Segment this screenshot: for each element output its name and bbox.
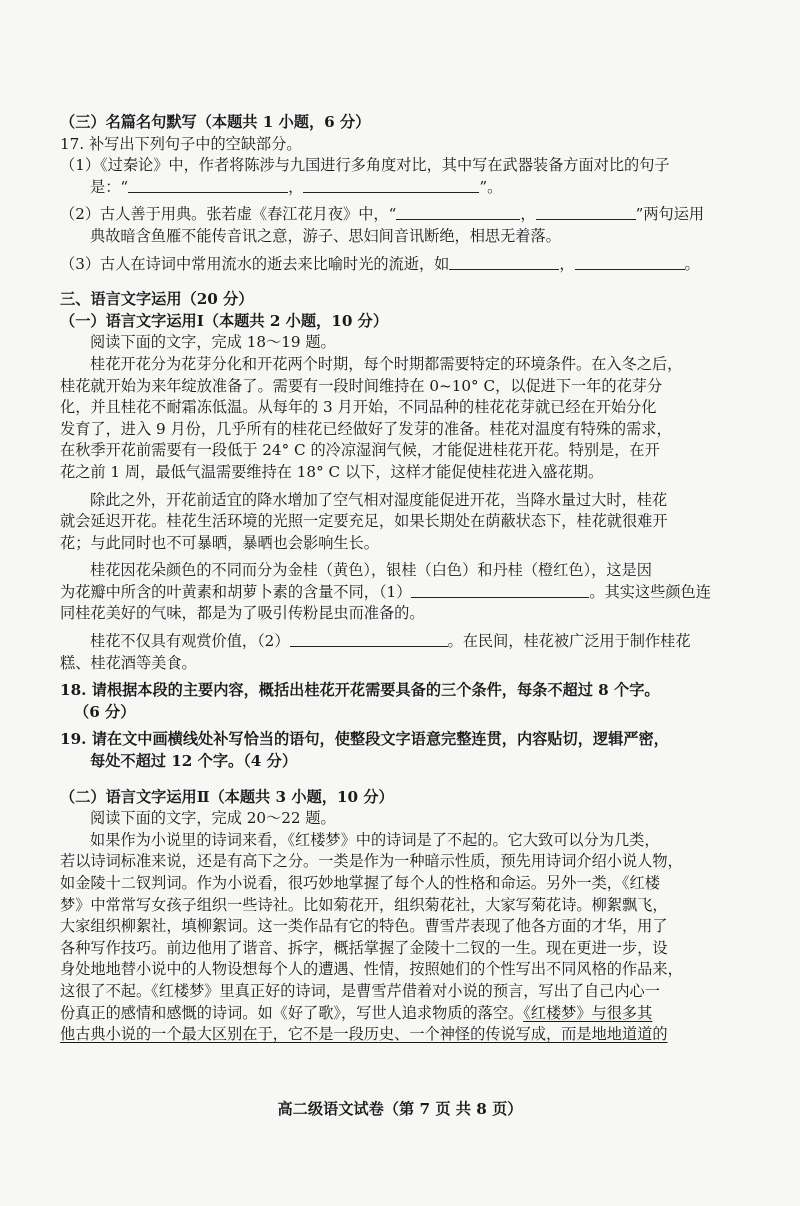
sub1-instruction: 阅读下面的文字，完成 18～19 题。 bbox=[90, 333, 336, 352]
passage5-line bbox=[60, 1003, 736, 1025]
answer-blank-8[interactable] bbox=[290, 632, 448, 647]
passage5-line: 梦》中常常写女孩子组织一些诗社。比如菊花开，组织菊花社，大家写菊花诗。柳絮飘飞， bbox=[60, 895, 668, 914]
answer-blank-3[interactable] bbox=[396, 205, 520, 220]
q17-2-comma: ， bbox=[520, 205, 536, 224]
passage1-line: 化，并且桂花不耐霜冻低温。从每年的 3 月开始，不同品种的桂花花芽就已经在开始分化 bbox=[60, 398, 657, 417]
sub1-heading: （一）语言文字运用Ⅰ（本题共 2 小题，10 分） bbox=[60, 311, 389, 330]
section3-heading: （三）名篇名句默写（本题共 1 小题，6 分） bbox=[60, 113, 371, 131]
q17-2-prefix: （2）古人善于用典。张若虚《春江花月夜》中，“ bbox=[60, 205, 397, 224]
passage5-line: 大家组织柳絮社，填柳絮词。这一类作品有它的特色。曹雪芹表现了他各方面的才华，用了 bbox=[60, 917, 668, 936]
page-footer: 高二级语文试卷（第 7 页 共 8 页） bbox=[277, 1100, 523, 1118]
passage1-line: 发育了，进入 9 月份，几乎所有的桂花已经做好了发芽的准备。桂花对温度有特殊的需求， bbox=[60, 419, 672, 438]
q17-1-text: （1）《过秦论》中，作者将陈涉与九国进行多角度对比，其中写在武器装备方面对比的句子 bbox=[60, 156, 670, 175]
passage1-line: 花之前 1 周，最低气温需要维持在 18° C 以下，这样才能促使桂花进入盛花期。 bbox=[60, 462, 604, 481]
passage2-line: 除此之外，开花前适宜的降水增加了空气相对湿度能促进开花，当降水量过大时，桂花 bbox=[90, 490, 668, 509]
passage5-line: 如金陵十二钗判词。作为小说看，很巧妙地掌握了每个人的性格和命运。另外一类，《红楼 bbox=[60, 874, 660, 892]
passage5-line: 如果作为小说里的诗词来看，《红楼梦》中的诗词是了不起的。它大致可以分为几类， bbox=[90, 830, 660, 849]
passage4-line-blank bbox=[60, 631, 736, 653]
passage5-line: 身处地地替小说中的人物设想每个人的遭遇、性情，按照她们的个性写出不同风格的作品来， bbox=[60, 960, 683, 979]
answer-blank-2[interactable] bbox=[303, 178, 479, 193]
q17-1-suffix: ”。 bbox=[479, 177, 503, 196]
passage1-line: 桂花开花分为花芽分化和开花两个时期，每个时期都需要特定的环境条件。在入冬之后， bbox=[90, 354, 683, 373]
passage4-prefix: 桂花不仅具有观赏价值，（2） bbox=[90, 632, 290, 651]
q18-score: （6 分） bbox=[74, 702, 136, 721]
passage2-line: 花；与此同时也不可暴晒，暴晒也会影响生长。 bbox=[60, 533, 379, 552]
passage3-line: 桂花因花朵颜色的不同而分为金桂（黄色），银桂（白色）和丹桂（橙红色），这是因 bbox=[90, 561, 652, 580]
passage4-line: 糕、桂花酒等美食。 bbox=[60, 653, 197, 672]
q18-text: 18. 请根据本段的主要内容，概括出桂花开花需要具备的三个条件，每条不超过 8 个字。 bbox=[60, 681, 660, 700]
passage3-line: 同桂花美好的气味，都是为了吸引传粉昆虫而准备的。 bbox=[60, 604, 425, 623]
q19-text: 19. 请在文中画横线处补写恰当的语句，使整段文字语意完整连贯，内容贴切，逻辑严密， bbox=[60, 730, 669, 749]
passage5-line: 这很了不起。《红楼梦》里真正好的诗词，是曹雪芹借着对小说的预言，写出了自己内心一 bbox=[60, 981, 660, 1000]
passage5-line: 各种写作技巧。前边他用了谐音、拆字，概括掌握了金陵十二钗的一生。现在更进一步，设 bbox=[60, 938, 668, 957]
q17-3-comma: ， bbox=[559, 254, 575, 273]
passage3-prefix: 为花瓣中所含的叶黄素和胡萝卜素的含量不同，（1） bbox=[60, 582, 412, 601]
passage1-line: 桂花就开始为来年绽放准备了。需要有一段时间维持在 0~10° C，以促进下一年的花芽分 bbox=[60, 376, 663, 395]
q17-2-continued: 典故暗含鱼雁不能传音讯之意，游子、思妇间音讯断绝，相思无着落。 bbox=[90, 226, 561, 245]
q17-1-prefix: 是：“ bbox=[90, 177, 129, 196]
answer-blank-7[interactable] bbox=[411, 583, 589, 598]
passage3-line-blank bbox=[60, 582, 736, 604]
part3-heading: 三、语言文字运用（20 分） bbox=[60, 290, 254, 309]
answer-blank-6[interactable] bbox=[575, 255, 685, 270]
passage4-suffix: 。在民间，桂花被广泛用于制作桂花 bbox=[447, 632, 691, 651]
q17-3-suffix: 。 bbox=[684, 254, 700, 273]
passage2-line: 就会延迟开花。桂花生活环境的光照一定要充足，如果长期处在荫蔽状态下，桂花就很难开 bbox=[60, 512, 668, 531]
q17-2-text bbox=[60, 204, 736, 226]
answer-blank-5[interactable] bbox=[449, 255, 559, 270]
q17-2-suffix: ”两句运用 bbox=[635, 205, 705, 224]
answer-blank-1[interactable] bbox=[128, 178, 288, 193]
q17-title: 17. 补写出下列句子中的空缺部分。 bbox=[60, 134, 302, 153]
q17-1-blanks bbox=[60, 177, 736, 199]
passage3-suffix: 。其实这些颜色连 bbox=[589, 582, 711, 601]
q17-1-comma: ， bbox=[288, 177, 304, 196]
sub2-instruction: 阅读下面的文字，完成 20～22 题。 bbox=[90, 809, 336, 828]
q17-3-prefix: （3）古人在诗词中常用流水的逝去来比喻时光的流逝，如 bbox=[60, 254, 450, 273]
passage5-underlined: 他古典小说的一个最大区别在于，它不是一段历史、一个神怪的传说写成，而是地地道道的 bbox=[60, 1025, 668, 1044]
passage5-underlined: 《红楼梦》与很多其 bbox=[523, 1003, 653, 1022]
passage5-text: 份真正的感情和感慨的诗词。如《好了歌》，写世人追求物质的落空。 bbox=[60, 1003, 524, 1022]
passage5-line bbox=[60, 1024, 736, 1046]
passage5-line: 若以诗词标准来说，还是有高下之分。一类是作为一种暗示性质，预先用诗词介绍小说人物， bbox=[60, 852, 683, 871]
answer-blank-4[interactable] bbox=[536, 205, 636, 220]
passage1-line: 在秋季开花前需要有一段低于 24° C 的冷凉湿润气候，才能促进桂花开花。特别是，在开 bbox=[60, 441, 660, 460]
q17-3-text bbox=[60, 254, 736, 276]
q19-continued: 每处不超过 12 个字。（4 分） bbox=[90, 752, 298, 771]
sub2-heading: （二）语言文字运用Ⅱ（本题共 3 小题，10 分） bbox=[60, 787, 394, 806]
